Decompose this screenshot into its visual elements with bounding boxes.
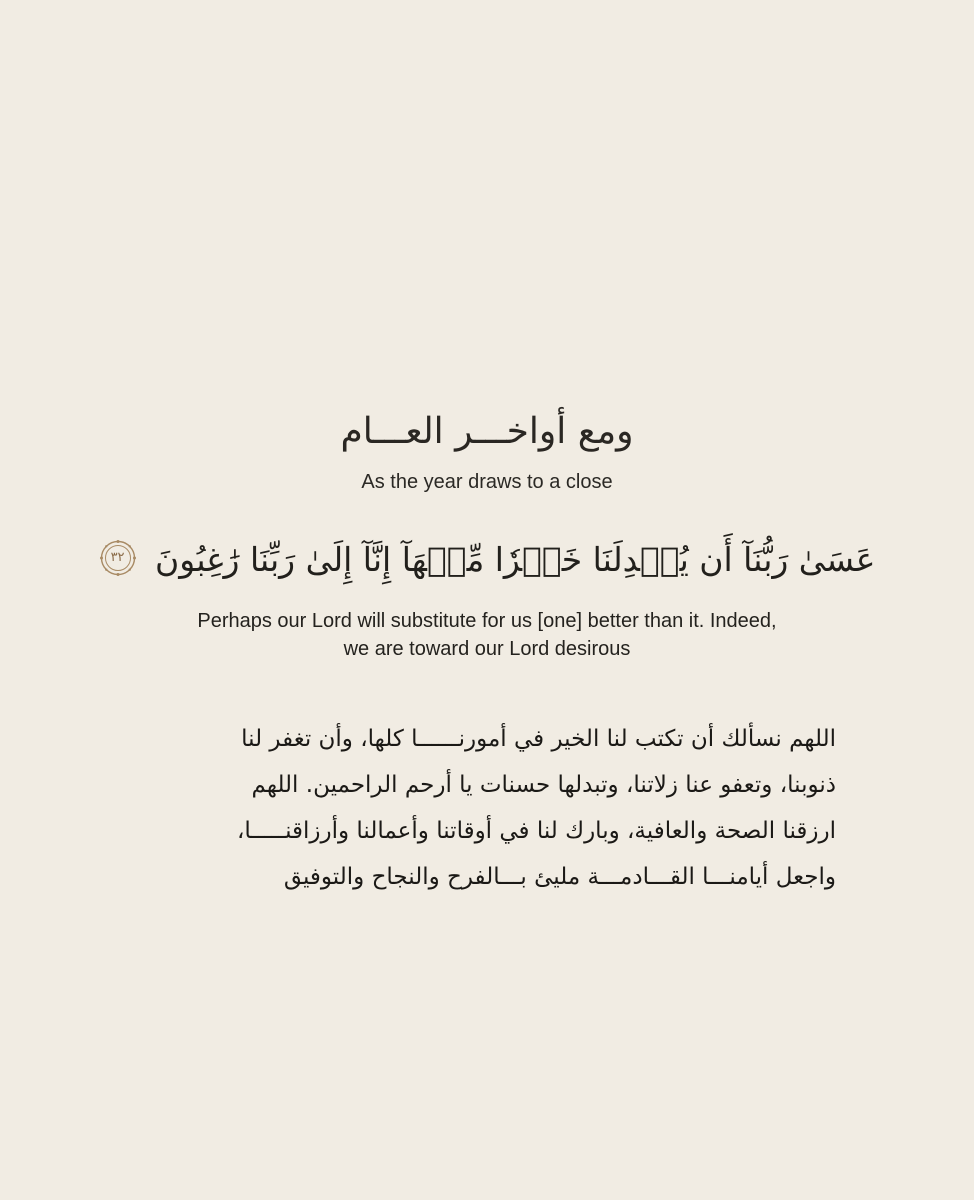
prayer-line-2: ذنوبنا، وتعفو عنا زلاتنا، وتبدلها حسنات يا أرحم الراحمين. اللهم [251,772,836,798]
verse-arabic-text: عَسَىٰ رَبُّنَآ أَن يُبۡدِلَنَا خَيۡرٗا مِّنۡهَآ إِنَّآ إِلَىٰ رَبِّنَا رَٰغِبُونَ [155,540,876,579]
english-heading: As the year draws to a close [361,471,613,493]
ayah-number: ٣٢ [110,550,125,565]
ornamental-ayah-end-icon [99,539,137,577]
verse-translation-line-2: we are toward our Lord desirous [343,638,631,660]
verse-translation-line-1: Perhaps our Lord will substitute for us [one] better than it. Indeed, [197,610,777,632]
prayer-line-4: واجعل أيامنـــا القـــادمـــة مليئ بـــالفرح والنجاح والتوفيق [283,864,836,890]
prayer-line-1: اللهم نسألك أن تكتب لنا الخير في أمورنــــــا كلها، وأن تغفر لنا [241,726,836,752]
prayer-line-3: ارزقنا الصحة والعافية، وبارك لنا في أوقاتنا وأعمالنا وأرزاقنـــــا، [236,818,836,844]
arabic-heading: ومع أواخـــر العـــام [340,411,634,452]
prayer-text [138,716,836,900]
quran-verse [0,530,974,590]
verse-translation [0,607,974,663]
